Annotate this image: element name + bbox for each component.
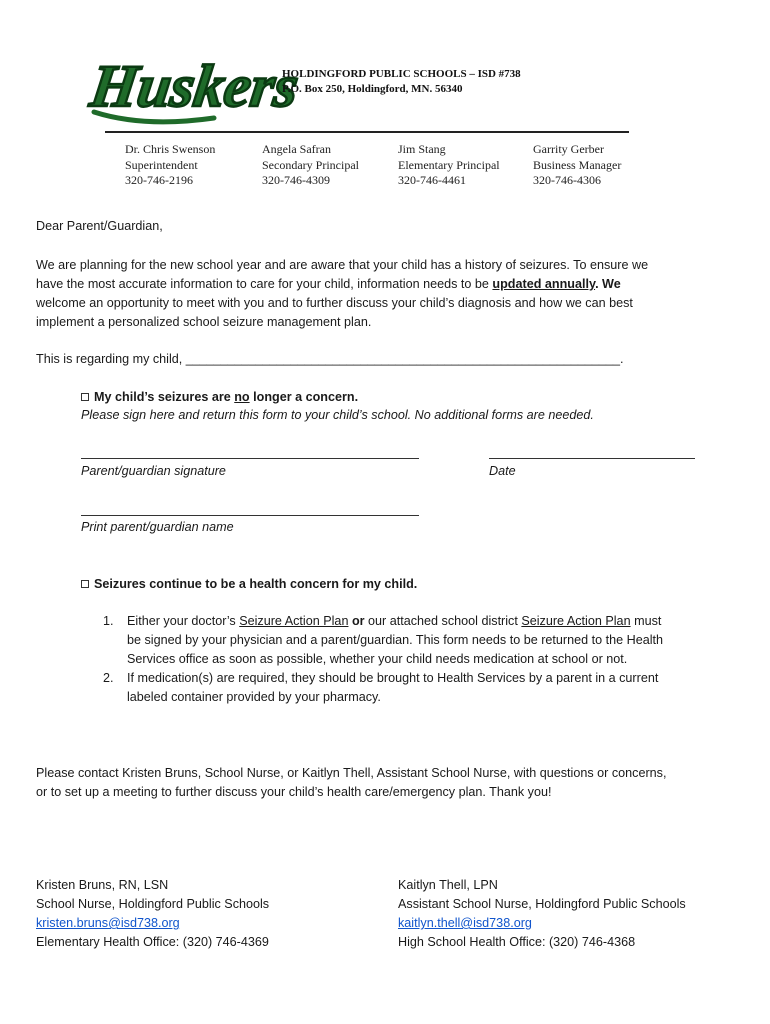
nurse-name: Kristen Bruns, RN, LSN: [36, 878, 169, 892]
option-continued-concern[interactable]: [81, 575, 417, 594]
staff-title: Business Manager: [533, 157, 622, 172]
staff-name: Angela Safran: [262, 142, 331, 156]
staff-superintendent: [125, 142, 215, 189]
intro-period: . We: [595, 277, 621, 291]
no-emphasis: no: [234, 390, 250, 404]
or-emphasis: or: [348, 614, 369, 628]
checkbox-icon[interactable]: [81, 580, 89, 588]
date-line[interactable]: [489, 458, 695, 459]
staff-title: Secondary Principal: [262, 157, 359, 172]
staff-phone: 320-746-2196: [125, 173, 193, 187]
updated-annually-emphasis: updated annually: [492, 277, 596, 291]
header-rule: [105, 131, 629, 133]
assistant-nurse-office-phone: High School Health Office: (320) 746-4368: [398, 935, 636, 949]
assistant-nurse-name: Kaitlyn Thell, LPN: [398, 878, 498, 892]
signature-label: Parent/guardian signature: [81, 464, 226, 478]
school-header: [282, 67, 521, 97]
option-text: Seizures continue to be a health concern for my child.: [94, 577, 418, 591]
list-item-1-line-1: [127, 612, 661, 631]
staff-name: Dr. Chris Swenson: [125, 142, 216, 156]
school-name: HOLDINGFORD PUBLIC SCHOOLS – ISD #738: [282, 68, 521, 80]
option-note: Please sign here and return this form to your child’s school. No additional forms are needed.: [81, 408, 594, 422]
nurse-email-link[interactable]: kristen.bruns@isd738.org: [36, 916, 180, 930]
option-no-longer-concern[interactable]: [81, 388, 358, 407]
print-name-line[interactable]: [81, 515, 419, 516]
staff-phone: 320-746-4461: [398, 173, 466, 187]
signature-line[interactable]: [81, 458, 419, 459]
print-name-label: Print parent/guardian name: [81, 520, 234, 534]
contact-line-1: Please contact Kristen Bruns, School Nurse, or Kaitlyn Thell, Assistant School Nurse, with questions or concerns,: [36, 766, 667, 780]
list-item-1-line-2: be signed by your physician and a parent/guardian. This form needs to be returned to the Health: [127, 633, 664, 647]
staff-phone: 320-746-4306: [533, 173, 601, 187]
list-item-2-line-2: labeled container provided by your pharmacy.: [127, 690, 381, 704]
item-text: Either your doctor’s: [127, 614, 240, 628]
option-text: longer a concern.: [249, 390, 359, 404]
staff-name: Jim Stang: [398, 142, 446, 156]
nurse-role: School Nurse, Holdingford Public Schools: [36, 897, 270, 911]
checkbox-icon[interactable]: [81, 393, 89, 401]
item-text: our attached school district: [368, 614, 522, 628]
list-item-1-line-3: Services office as soon as possible, whether your child needs medication at school or not.: [127, 652, 628, 666]
huskers-logo: [84, 38, 303, 130]
staff-title: Elementary Principal: [398, 157, 500, 172]
district-seizure-action-plan-link[interactable]: Seizure Action Plan: [521, 614, 631, 628]
school-address: P.O. Box 250, Holdingford, MN. 56340: [282, 83, 463, 95]
contact-line-2: or to set up a meeting to further discuss your child’s health care/emergency plan. Thank you!: [36, 785, 552, 799]
staff-title: Superintendent: [125, 157, 198, 172]
intro-line-3: welcome an opportunity to meet with you and to further discuss your child’s diagnosis and how we can best: [36, 296, 633, 310]
intro-line-4: implement a personalized school seizure management plan.: [36, 315, 372, 329]
assistant-nurse-email-link[interactable]: kaitlyn.thell@isd738.org: [398, 916, 532, 930]
list-number: 2.: [103, 671, 114, 685]
staff-secondary-principal: [262, 142, 359, 189]
assistant-nurse-role: Assistant School Nurse, Holdingford Public Schools: [398, 897, 686, 911]
option-text: My child’s seizures are: [94, 390, 235, 404]
staff-name: Garrity Gerber: [533, 142, 604, 156]
child-name-field[interactable]: This is regarding my child, ______________________________________________________________.: [36, 352, 624, 366]
list-item-2-line-1: If medication(s) are required, they should be brought to Health Services by a parent in a current: [127, 671, 659, 685]
intro-line-2: [36, 275, 621, 294]
list-number: 1.: [103, 614, 114, 628]
date-label: Date: [489, 464, 516, 478]
greeting: Dear Parent/Guardian,: [36, 219, 163, 233]
intro-line-1: We are planning for the new school year and are aware that your child has a history of seizures. To ensure we: [36, 258, 649, 272]
item-text: must: [630, 614, 662, 628]
nurse-office-phone: Elementary Health Office: (320) 746-4369: [36, 935, 269, 949]
logo-wordmark: Huskers: [86, 53, 303, 120]
staff-elementary-principal: [398, 142, 500, 189]
seizure-action-plan-link[interactable]: Seizure Action Plan: [239, 614, 349, 628]
staff-phone: 320-746-4309: [262, 173, 330, 187]
staff-business-manager: [533, 142, 621, 189]
intro-text: have the most accurate information to care for your child, information needs to be: [36, 277, 493, 291]
